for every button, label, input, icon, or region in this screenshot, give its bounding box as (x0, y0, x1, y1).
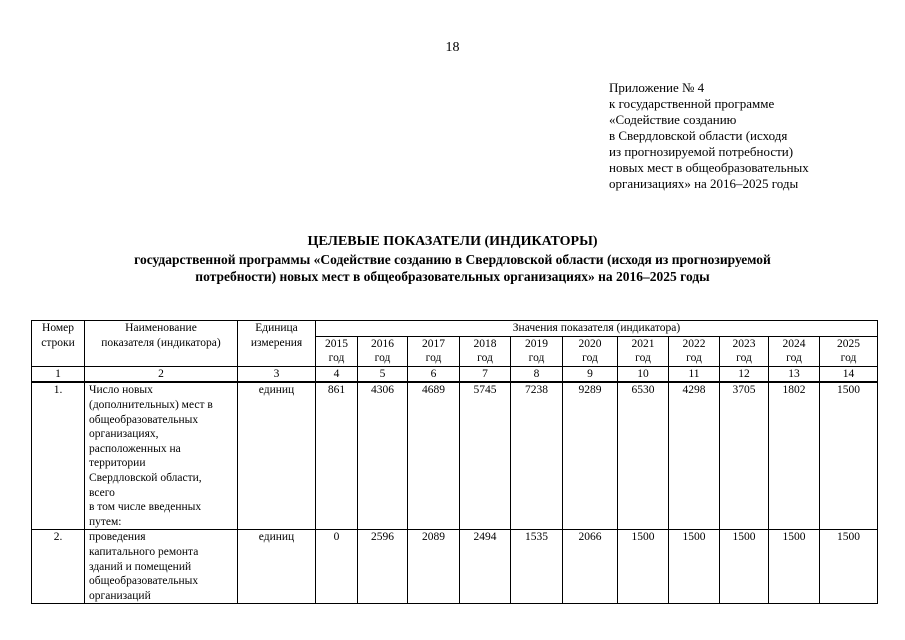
row-value: 861 (316, 382, 358, 529)
header-year-2017: 2017 год (408, 336, 460, 366)
row-value: 4689 (408, 382, 460, 529)
row-value: 4298 (669, 382, 720, 529)
column-number: 12 (720, 366, 769, 382)
row-value: 2494 (460, 530, 511, 604)
appendix-line: организациях» на 2016–2025 годы (609, 176, 799, 191)
column-number: 8 (511, 366, 563, 382)
row-indicator-name: Число новых (дополнительных) мест в общеобразовательных организациях, расположенных на территории Свердловской области, всего в том числе введенных путем: (85, 382, 238, 529)
column-number: 14 (820, 366, 878, 382)
column-number: 11 (669, 366, 720, 382)
row-value: 2089 (408, 530, 460, 604)
column-number: 5 (358, 366, 408, 382)
appendix-line: Приложение № 4 (609, 80, 705, 95)
table-column-numbers-row (32, 366, 878, 382)
appendix-line: новых мест в общеобразовательных (609, 160, 809, 175)
appendix-line: к государственной программе (609, 96, 775, 111)
row-value: 4306 (358, 382, 408, 529)
header-year-2022: 2022 год (669, 336, 720, 366)
row-value: 1802 (769, 382, 820, 529)
header-year-2019: 2019 год (511, 336, 563, 366)
row-value: 2596 (358, 530, 408, 604)
page-number: 18 (445, 40, 460, 55)
header-year-2023: 2023 год (720, 336, 769, 366)
header-values: Значения показателя (индикатора) (316, 321, 878, 337)
column-number: 7 (460, 366, 511, 382)
document-heading (0, 233, 905, 286)
row-value: 5745 (460, 382, 511, 529)
row-value: 1500 (820, 530, 878, 604)
row-unit: единиц (238, 530, 316, 604)
heading-title: ЦЕЛЕВЫЕ ПОКАЗАТЕЛИ (ИНДИКАТОРЫ) (307, 234, 598, 249)
row-value: 1500 (669, 530, 720, 604)
appendix-note (609, 80, 899, 192)
row-value: 6530 (618, 382, 669, 529)
appendix-line: в Свердловской области (исходя (609, 128, 788, 143)
heading-subtitle-line: государственной программы «Содействие созданию в Свердловской области (исходя из прогнозируемой (134, 251, 771, 267)
row-value: 1535 (511, 530, 563, 604)
header-row-number: Номер строки (32, 321, 85, 367)
table-header-row (32, 321, 878, 337)
column-number: 3 (238, 366, 316, 382)
row-value: 9289 (563, 382, 618, 529)
row-value: 3705 (720, 382, 769, 529)
header-year-2015: 2015 год (316, 336, 358, 366)
row-value: 7238 (511, 382, 563, 529)
indicators-table (31, 320, 878, 604)
row-value: 2066 (563, 530, 618, 604)
column-number: 10 (618, 366, 669, 382)
header-year-2021: 2021 год (618, 336, 669, 366)
row-value: 1500 (618, 530, 669, 604)
header-year-2018: 2018 год (460, 336, 511, 366)
column-number: 2 (85, 366, 238, 382)
header-unit: Единица измерения (238, 321, 316, 367)
row-indicator-name: проведения капитального ремонта зданий и помещений общеобразовательных организаций (85, 530, 238, 604)
row-unit: единиц (238, 382, 316, 529)
header-indicator-name: Наименование показателя (индикатора) (85, 321, 238, 367)
column-number: 6 (408, 366, 460, 382)
row-value: 1500 (720, 530, 769, 604)
column-number: 4 (316, 366, 358, 382)
row-value: 1500 (769, 530, 820, 604)
appendix-line: из прогнозируемой потребности) (609, 144, 794, 159)
header-year-2025: 2025 год (820, 336, 878, 366)
table-row (32, 530, 878, 604)
header-year-2020: 2020 год (563, 336, 618, 366)
appendix-line: «Содействие созданию (609, 112, 737, 127)
row-value: 0 (316, 530, 358, 604)
column-number: 13 (769, 366, 820, 382)
column-number: 9 (563, 366, 618, 382)
row-number: 2. (32, 530, 85, 604)
header-year-2024: 2024 год (769, 336, 820, 366)
row-number: 1. (32, 382, 85, 529)
row-value: 1500 (820, 382, 878, 529)
table-row (32, 382, 878, 529)
column-number: 1 (32, 366, 85, 382)
header-year-2016: 2016 год (358, 336, 408, 366)
heading-subtitle-line: потребности) новых мест в общеобразовательных организациях» на 2016–2025 годы (195, 269, 710, 284)
